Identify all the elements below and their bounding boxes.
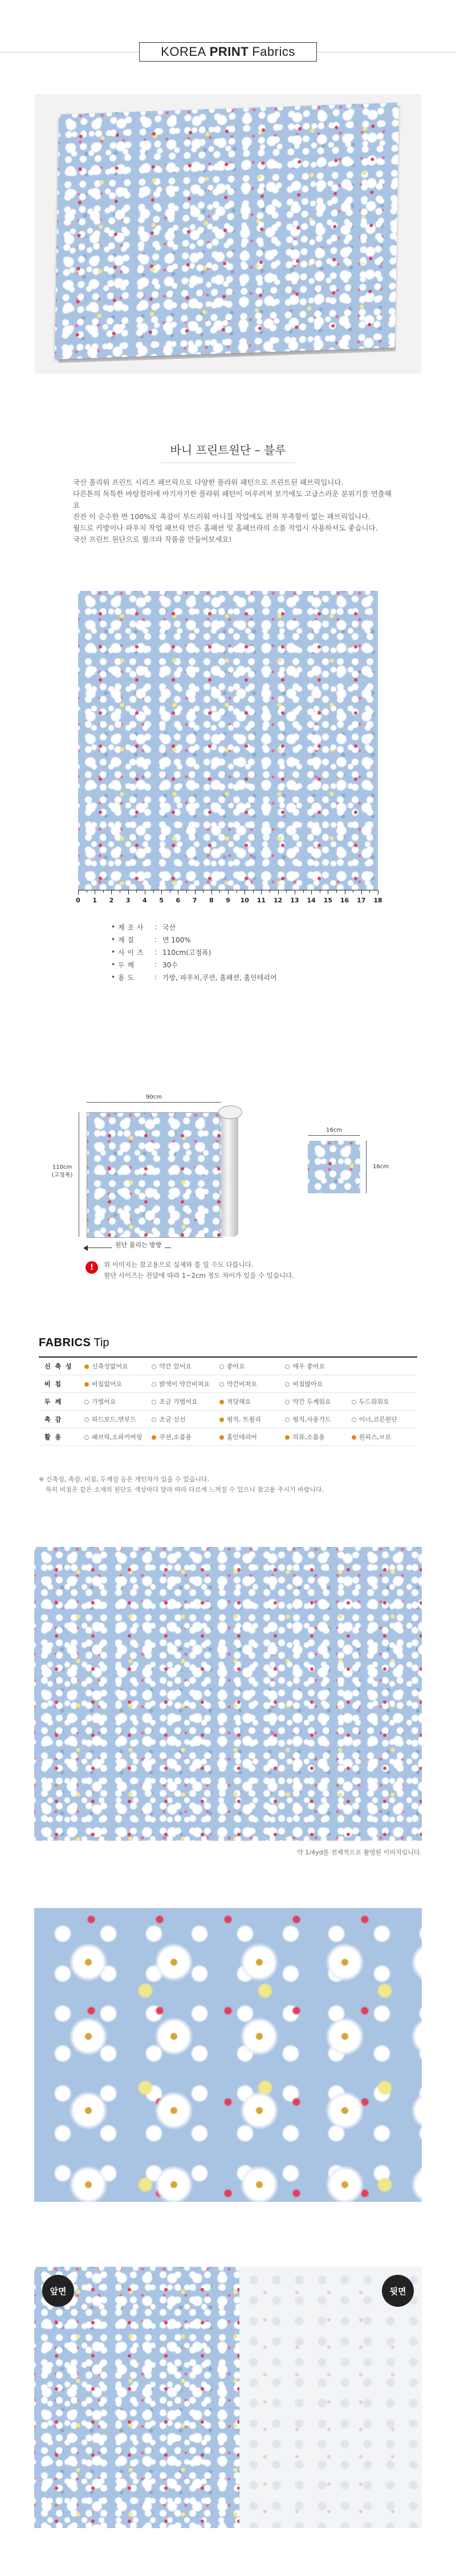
description-line: 월드로 카방이나 파우치 작업 패브릭 만든 홈패션 및 홈패브라의 소품 작업시 사용하셔도 좋습니다. [73,524,378,532]
tip-notes [39,1475,324,1495]
tip-option [284,1411,351,1428]
tip-option-label: 좋아요 [226,1363,245,1370]
ruler-tick [311,890,312,894]
unselected-dot-icon [285,1382,290,1387]
tip-title-light: Tip [93,1336,109,1349]
tip-option [284,1393,351,1411]
selected-dot-icon [352,1435,356,1440]
fabric-photo-full [34,1547,422,1841]
brand-suffix: Fabrics [252,44,295,59]
tip-row-label: 촉 감 [39,1411,84,1428]
ruler-half-tick [253,890,254,893]
unselected-dot-icon [285,1417,290,1422]
tip-note: ※ 신축성, 촉감, 비침, 두께감 등은 개인차가 있을 수 있습니다. [39,1476,210,1483]
ruler-number: 3 [125,897,131,904]
ruler-number: 6 [176,897,181,904]
spec-value: 30수 [162,961,178,969]
diagram-note: 원단 사이즈는 전달에 따라 1~2cm 정도 차이가 있을 수 있습니다. [104,1271,294,1279]
ruler-number: 13 [290,897,299,904]
unselected-dot-icon [219,1382,224,1387]
tip-option-label: 홈인테리어 [226,1433,257,1441]
tip-option-label: 매우 좋아요 [292,1363,325,1370]
diagram-notes [104,1259,294,1281]
direction-arrow-icon [83,1245,88,1251]
description-line: 잔잔 이 순수한 면 100%로 촉감이 부드러워 아니집 작업에도 전혀 부족함이 없는 패브릭입니다. [73,512,371,521]
warning-icon: ! [85,1261,98,1274]
tip-option [284,1357,351,1375]
ruler-number: 14 [307,897,316,904]
diagram-note: 위 이미지는 참고용으로 실제와 틀 릴 수도 다릅니다. [104,1261,254,1269]
description-line: 다른톤의 독특한 바탕컬러에 아기자기한 플라워 패턴이 어우러져 보기에도 고급스러운 분위기를 연출해요 [73,489,392,509]
swatch-width-line [308,1135,360,1136]
tip-row [39,1357,417,1375]
small-swatch-image [308,1141,360,1193]
tip-option [219,1375,285,1393]
unselected-dot-icon [152,1364,156,1369]
ruler-number: 10 [240,897,249,904]
tip-option-label: 가볍어요 [91,1398,116,1406]
brand-bold: PRINT [209,44,249,59]
ruler-half-tick [103,890,104,893]
height-dimension-label: 110cm (고정폭) [51,1164,73,1178]
tip-option-label: 원피스,ㅂ로 [359,1433,392,1441]
back-label-badge: 뒷면 [382,2275,414,2307]
unselected-dot-icon [352,1400,356,1404]
spec-row: • 두 께 : 30수 [111,961,178,969]
unselected-dot-icon [219,1364,224,1369]
ruler-number: 8 [209,897,214,904]
ruler-number: 12 [274,897,283,904]
fabrics-tip-title [39,1336,109,1350]
selected-dot-icon [84,1382,89,1387]
ruler-half-tick [219,890,220,893]
ruler-tick [228,890,229,894]
ruler-number: 15 [323,897,332,904]
front-label-badge: 앞면 [42,2275,74,2307]
ruler-tick [195,890,196,894]
tip-option [151,1411,218,1428]
spec-list [111,921,277,983]
width-dimension-label: 90cm [146,1094,162,1100]
tip-row [39,1393,417,1411]
hero-fabric-image [55,103,399,360]
ruler-tick [361,890,362,894]
fabric-swatch-image [78,591,378,890]
tip-option-label: 약간 있어요 [159,1363,192,1370]
fabric-roll-diagram [87,1112,222,1238]
brand-prefix: KOREA [161,44,206,59]
ruler-number: 11 [256,897,266,904]
spec-value: 가방, 파우치,쿠션, 홈패션, 홈인테리어 [162,973,277,982]
tip-option [351,1357,417,1375]
ruler-half-tick [369,890,370,893]
spec-value: 국산 [162,923,176,931]
tip-option [351,1375,417,1393]
selected-dot-icon [219,1417,224,1422]
tip-option [151,1357,218,1375]
tip-option [351,1393,417,1411]
tip-option-label: 의류,소품용 [292,1433,325,1441]
tip-option-label: 비침없어요 [91,1380,123,1388]
unselected-dot-icon [84,1417,89,1422]
ruler-number: 18 [373,897,382,904]
brand-header [139,42,317,62]
fabric-photo-closeup [34,1908,422,2202]
tip-note: 특히 비침은 같은 소재의 원단도 색상마다 달라 따라 다르게 느껴질 수 있으니 참고용 주시기 바랍니다. [46,1486,324,1493]
tip-row [39,1375,417,1393]
selected-dot-icon [219,1435,224,1440]
tip-option-label: 쿠션,소품용 [159,1433,192,1441]
spec-label: 제 조 사 [118,923,144,931]
tip-row-label: 활 용 [39,1428,84,1446]
unselected-dot-icon [352,1417,356,1422]
spec-label: 용 도 [118,973,135,982]
unselected-dot-icon [152,1417,156,1422]
tip-row-label: 신 축 성 [39,1357,84,1375]
ruler-tick [278,890,279,894]
tip-row-label: 비 침 [39,1375,84,1393]
tip-option [219,1428,285,1446]
ruler-half-tick [336,890,337,893]
description-line: 국산 폴리워 프린트 시리즈 패브릭으로 다양한 플라워 패턴으로 프린트된 패브릭입니다. [73,478,344,487]
ruler-tick [211,890,212,894]
selected-dot-icon [285,1435,290,1440]
tip-option [151,1428,218,1446]
tip-option [219,1411,285,1428]
tip-option [84,1411,151,1428]
selected-dot-icon [219,1400,224,1404]
tip-row-label: 두 께 [39,1393,84,1411]
ruler-half-tick [153,890,154,893]
swatch-height-label: 16cm [373,1164,389,1170]
tip-option-label: 밝색이 약간비쳐요 [159,1380,210,1388]
unselected-dot-icon [152,1382,156,1387]
tip-option-label: 신축성없어요 [91,1363,128,1370]
ruler-half-tick [136,890,137,893]
spec-row: • 재 질 : 면 100% [111,935,191,944]
tip-row [39,1411,417,1428]
tip-option-label: 조금 신선 [159,1416,186,1423]
ruler-number: 7 [192,897,197,904]
ruler-number: 1 [92,897,97,904]
tip-option-label: 패브릭,소파커버링 [91,1433,142,1441]
fabrics-tip-table [39,1356,417,1446]
fabric-roll-top [218,1105,242,1119]
tip-option [84,1357,151,1375]
spec-label: 사 이 즈 [118,948,144,957]
tip-option-label: 하드보드,면부드 [91,1416,136,1423]
spec-value: 면 100% [162,935,191,944]
description-line: 국산 프린트 원단으로 퀄크라 작품을 만들어보세요! [73,535,232,544]
tip-option [284,1428,351,1446]
tip-option [151,1375,218,1393]
tip-option [284,1375,351,1393]
tip-option-label: 이너,코른원단 [359,1416,397,1423]
ruler-number: 2 [109,897,114,904]
unselected-dot-icon [84,1400,89,1404]
selected-dot-icon [152,1435,156,1440]
tip-option [219,1357,285,1375]
spec-row: • 용 도 : 가방, 파우치,쿠션, 홈패션, 홈인테리어 [111,973,277,982]
width-dimension-line [87,1102,221,1103]
product-description [73,477,392,545]
tip-option [84,1375,151,1393]
spec-label: 두 께 [118,961,135,969]
tip-option-label: 평직, 트윌리 [226,1416,261,1423]
tip-row [39,1428,417,1446]
tip-title-bold: FABRICS [39,1336,91,1349]
ruler-half-tick [286,890,287,893]
spec-label: 재 질 [118,935,135,944]
ruler-number: 9 [226,897,230,904]
ruler-tick [128,890,129,894]
tip-option [151,1393,218,1411]
product-title: 바니 프린트원단 – 블루 [170,443,286,457]
swatch-height-line [366,1141,367,1193]
ruler-tick [78,890,79,894]
ruler-tick [111,890,112,894]
tip-option-label: 비침많아요 [292,1380,323,1388]
unselected-dot-icon [152,1400,156,1404]
fabric-roll-cylinder [221,1112,238,1237]
tip-option-label: 약간비쳐요 [226,1380,257,1388]
tip-option-label: 두드워워요 [359,1398,389,1406]
ruler-tick [261,890,262,894]
selected-dot-icon [84,1364,89,1369]
ruler-number: 16 [340,897,349,904]
tip-option-label: 평직,사용가드 [292,1416,331,1423]
spec-row: • 사 이 즈 : 110cm(고정폭) [111,948,211,957]
tip-option [84,1428,151,1446]
ruler-half-tick [303,890,304,893]
ruler-number: 0 [76,897,80,904]
ruler-half-tick [186,890,187,893]
tip-option [351,1428,417,1446]
swatch-width-label: 16cm [326,1127,342,1133]
tip-option-label: 적당해요 [226,1398,251,1406]
ruler-number: 5 [159,897,164,904]
fabric-photo-front [34,2267,239,2528]
spec-row: • 제 조 사 : 국산 [111,923,176,931]
unselected-dot-icon [285,1400,290,1404]
photo-caption: 약 1/4yd를 전체적으로 촬영된 이미지입니다. [297,1849,422,1856]
ruler-tick [161,890,162,894]
tip-option [351,1411,417,1428]
unselected-dot-icon [84,1435,89,1440]
unselected-dot-icon [285,1364,290,1369]
tip-option [84,1393,151,1411]
tip-option [219,1393,285,1411]
tip-option-label: 조금 가볍어요 [159,1398,198,1406]
direction-label: 원단 풀리는 방향 [112,1240,165,1249]
spec-value: 110cm(고정폭) [162,948,211,957]
ruler-number: 17 [357,897,366,904]
ruler-number: 4 [142,897,147,904]
tip-option-label: 약간 두께워요 [292,1398,331,1406]
